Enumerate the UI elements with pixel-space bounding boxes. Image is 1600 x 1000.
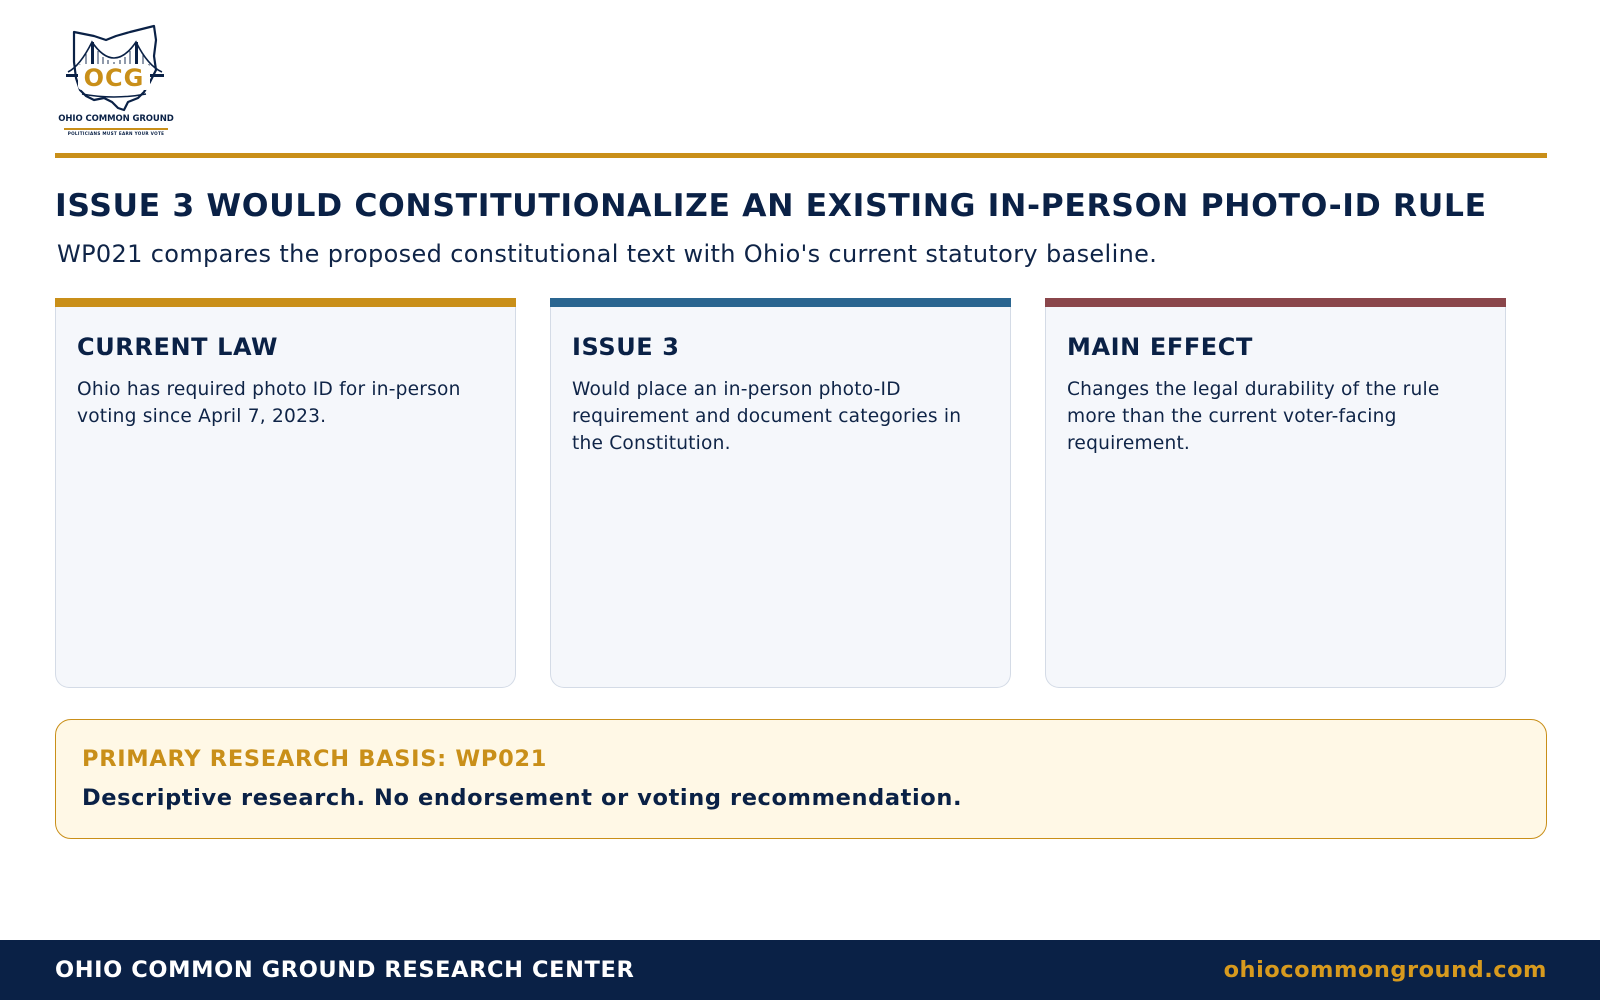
footer-org-name: OHIO COMMON GROUND RESEARCH CENTER	[55, 957, 635, 983]
card-issue-3	[550, 307, 1011, 688]
card-accent-bar	[1045, 298, 1506, 307]
page-subtitle: WP021 compares the proposed constitutional text with Ohio's current statutory baseline.	[57, 240, 1158, 268]
research-basis-callout	[55, 719, 1547, 839]
card-accent-bar	[55, 298, 516, 307]
ocg-logo[interactable]	[58, 22, 174, 140]
card-current-law	[55, 307, 516, 688]
page-title: ISSUE 3 WOULD CONSTITUTIONALIZE AN EXISTING IN-PERSON PHOTO-ID RULE	[55, 188, 1487, 224]
card-body: Changes the legal durability of the rule more than the current voter-facing requirement.	[1067, 379, 1440, 454]
header-divider	[55, 153, 1547, 158]
ohio-bridge-emblem-icon	[58, 22, 174, 114]
footer-website-link[interactable]: ohiocommonground.com	[1223, 957, 1547, 983]
logo-monogram: OCG	[83, 64, 145, 92]
logo-name: OHIO COMMON GROUND	[58, 114, 174, 124]
card-title: CURRENT LAW	[77, 333, 279, 361]
logo-divider	[64, 128, 168, 130]
callout-title: PRIMARY RESEARCH BASIS: WP021	[82, 746, 548, 772]
card-body: Ohio has required photo ID for in-person voting since April 7, 2023.	[77, 379, 461, 427]
card-title: ISSUE 3	[572, 333, 680, 361]
footer	[0, 940, 1600, 1000]
card-accent-bar	[550, 298, 1011, 307]
logo-tagline: POLITICIANS MUST EARN YOUR VOTE	[67, 131, 165, 136]
card-title: MAIN EFFECT	[1067, 333, 1253, 361]
card-main-effect	[1045, 307, 1506, 688]
card-body: Would place an in-person photo-ID requirement and document categories in the Constitution.	[572, 379, 962, 454]
callout-disclaimer: Descriptive research. No endorsement or voting recommendation.	[82, 785, 963, 811]
